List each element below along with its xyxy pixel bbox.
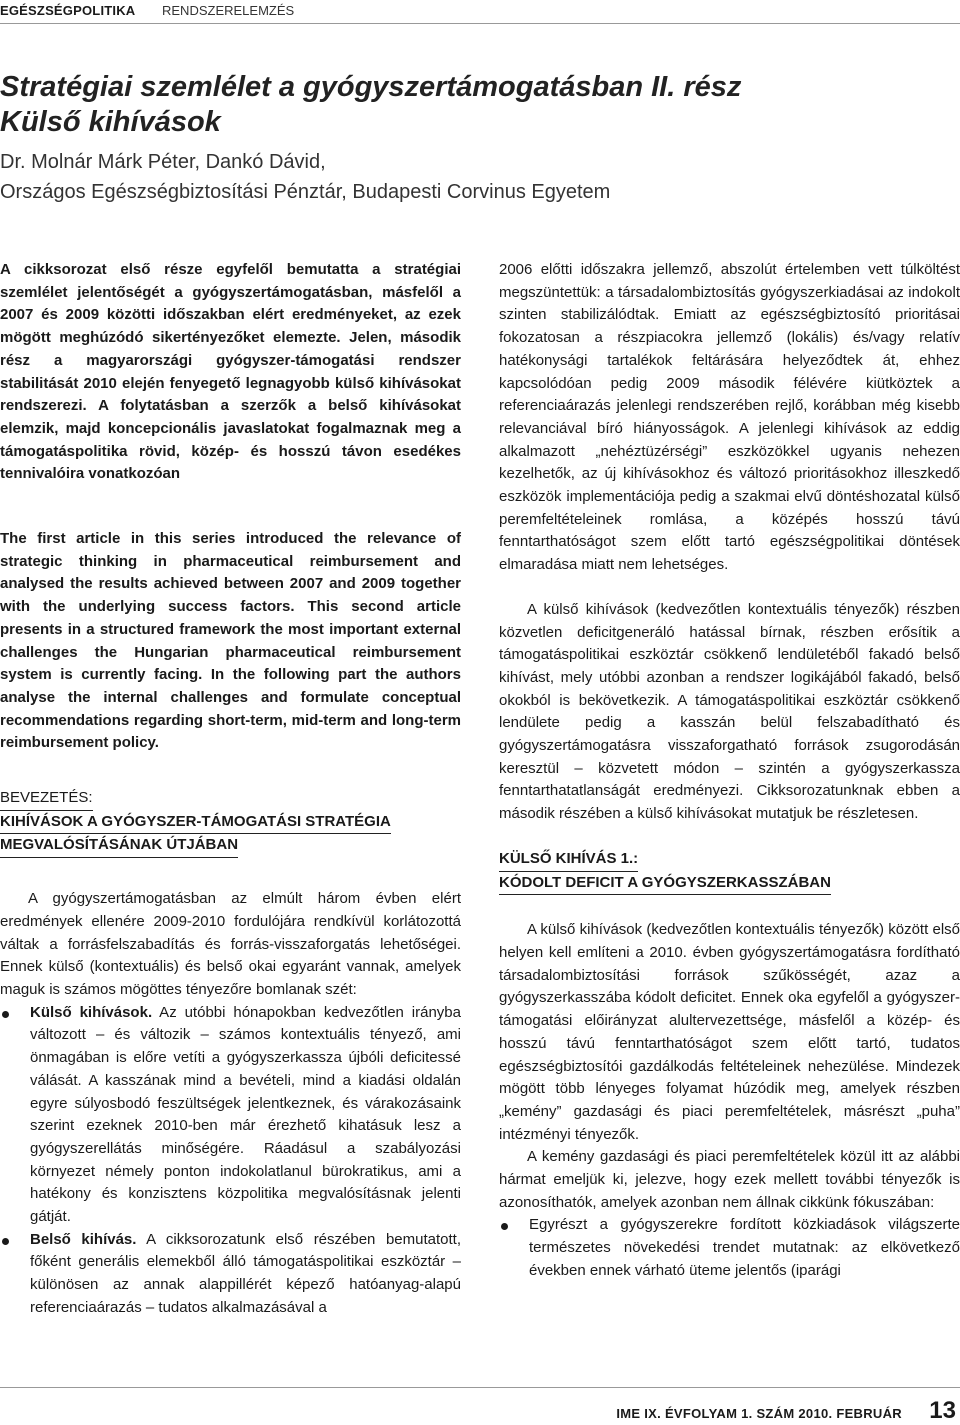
footer-divider [0, 1387, 960, 1388]
authors-names: Dr. Molnár Márk Péter, Dankó Dávid, [0, 151, 326, 173]
challenge1-heading-line2: KÓDOLT DEFICIT A GYÓGYSZERKASSZÁBAN [499, 872, 831, 896]
list-item [499, 1214, 960, 1282]
article-authors [0, 147, 960, 207]
hard-conditions-paragraph: A kemény gazdasági és piaci peremfeltételek közül itt az alábbi hármat emeljük ki, jelezve, hogy ezek mellett további tényezők is azonosíthatók, amelyek azonban nem állnak cikkünk fókuszában: [499, 1148, 960, 1211]
bullet-lead: Belső kihívás. [30, 1230, 137, 1248]
header-category: EGÉSZSÉGPOLITIKA [0, 3, 136, 18]
right-column [499, 259, 960, 1283]
intro-heading-line2: KIHÍVÁSOK A GYÓGYSZER-TÁMOGATÁSI STRATÉGIA [0, 811, 391, 835]
page-header [0, 0, 960, 22]
challenge1-heading [499, 848, 960, 895]
bullet-text: Az utóbbi hónapokban kedvezőtlen irányba változott – és változik – számos kontextuális tényező, ami önmagában is előre vetíti a gyógyszerkassza újbóli deficitessé válását. A kasszának mind a bevételi, mind a kiadási oldalán egyre súlyosbodó feszültségek jelentkeznek, és várakozásaink szerint ezeknek 2010-ben már érezhető kihatásuk lesz a gyógyszerellátás minőségére. Ráadásul a szabályozási környezet némely ponton indokolatlanul bürokratikus, ami a hatékony és konzisztens közpolitika megvalósításnak jelenti gátját. [30, 1003, 461, 1226]
abstract-english: The first article in this series introduced the relevance of strategic thinking in pharmaceutical reimbursement and analysed the results achieved between 2007 and 2009 together with the underlying success factors. This second article presents in a structured framework the most important external challenges the Hungarian pharmaceutical reimbursement system is currently facing. In the following part the authors analyse the internal challenges and formulate conceptual recommendations regarding short-term, mid-term and long-term reimbursement policy. [0, 530, 461, 752]
hard-conditions-list [499, 1214, 960, 1282]
article-title-line1: Stratégiai szemlélet a gyógyszertámogatásban II. rész [0, 71, 742, 103]
bullet-lead: Külső kihívások. [30, 1003, 153, 1021]
bullet-icon [2, 1238, 9, 1245]
abstract [0, 259, 461, 755]
list-item [0, 1002, 461, 1229]
intro-section-heading [0, 787, 461, 858]
challenge1-body [499, 919, 960, 1282]
bullet-icon [501, 1223, 508, 1230]
article-title [0, 70, 960, 140]
article-title-line2: Külső kihívások [0, 106, 221, 138]
coded-deficit-paragraph: A külső kihívások (kedvezőtlen kontextuális tényezők) között első helyen kell említeni a 2010. évben gyógyszertámogatásra fordítható társadalombiztosítási források szűkösségét, azaz a gyógyszerkasszába kódolt deficitet. Ennek oka egyfelől a gyógyszer-támogatási előirányzat alultervezettsége, másfelől a közép- és hosszú távú fenntarthatóságot szem előtt tartó, tudatos egészségbiztosítói gazdálkodás feltételeinek nehezülése. Mindezek mögött több lényeges folyamat húzódik meg, amelyek részben „kemény” gazdasági és piaci peremfeltételek, másrészt „puha” intézményi tényezők. [499, 921, 960, 1143]
list-item [0, 1229, 461, 1320]
header-subcategory: RENDSZERELEMZÉS [162, 3, 295, 18]
challenge1-heading-line1: KÜLSŐ KIHÍVÁS 1.: [499, 848, 638, 872]
bullet-text: A cikksorozatunk első részében bemutatott, főként generális elemekből álló támogatáspolitikai eszköztár – különösen az annak alappillérét képező hatóanyag-alapú referenciaárazás – tudatos alkalmazásával a [30, 1230, 461, 1316]
challenge-list [0, 1002, 461, 1320]
bullet-icon [2, 1011, 9, 1018]
continued-paragraph: 2006 előtti időszakra jellemző, abszolút értelemben vett túlköltést megszüntettük: a társadalombiztosítás gyógyszerkiadásai az indokolt szinten stabilizálódtak. Emiatt az egészségbiztosító prioritásai fokozatosan a részpiacokra jellemző (lokális) és/vagy relatív hatékonysági tartalékok feltárására helyeződtek át, ehhez kapcsolódóan pedig 2009 második félévére kiütköztek a referenciaárazás jelenlegi rendszerében rejlő, korábban még kisebb relevanciával bíró hiányosságok. A jelenlegi kihívások az eddig alkalmazott „nehéztüzérségi” eszközökkel ugyanis nehezen kezelhetők, az új kihívásokhoz és változó prioritásokhoz illeszkedő eszközök implementációja pedig a szakmai elvű döntéshozatal külső peremfeltételeinek romlása, a középés hosszú távú fenntarthatóságot szem előtt tartó egészségpolitikai döntések elmaradása miatt nem lehetséges. [499, 261, 960, 574]
intro-heading-line1: BEVEZETÉS: [0, 787, 93, 811]
external-challenges-paragraph: A külső kihívások (kedvezőtlen kontextuális tényezők) részben közvetlen deficitgeneráló hatással bírnak, részben erősítik a támogatáspolitikai eszköztár csökkenő lendületéből fakadó belső kihívást, mely utóbbi azonban a rendszer logikájából fakadó, belső okokból is bekövetkezik. A támogatáspolitikai eszköztár csökkenő lendülete pedig a kasszán belül felszabadítható és gyógyszertámogatásra visszaforgatható források zsugorodásán keresztül – közvetett módon – szintén a gyógyszerkassza fenntarthatatlanságát eredményezi. Cikksorozatunknak ebben a második részében a külső kihívásokat mutatjuk be részletesen. [499, 600, 960, 823]
intro-paragraph: A gyógyszertámogatásban az elmúlt három évben elért eredmények ellenére 2009-2010 fordulójára rendkívül korlátozottá váltak a forrásfelszabadítás és forrás-visszaforgatás lehetőségei. Ennek külső (kontextuális) és belső okai egyaránt vannak, amelyek maguk is számos mögöttes tényezőre bomlanak szét: [0, 890, 461, 998]
bullet-text: Egyrészt a gyógyszerekre fordított közkiadások világszerte természetes növekedési trendet mutatnak: az elkövetkező években ennek várható üteme jelentős (iparági [529, 1216, 960, 1279]
header-divider [0, 23, 960, 24]
page-number: 13 [929, 1397, 956, 1424]
authors-affiliation: Országos Egészségbiztosítási Pénztár, Budapesti Corvinus Egyetem [0, 181, 611, 203]
footer-issue: IME IX. ÉVFOLYAM 1. SZÁM 2010. FEBRUÁR [616, 1406, 902, 1421]
right-body [499, 259, 960, 826]
abstract-hungarian: A cikksorozat első része egyfelől bemutatta a stratégiai szemlélet jelentőségét a gyógyszertámogatásban, másfelől a 2007 és 2009 közötti időszakban elért eredményeket, az ezek mögött meghúzódó sikertényezőket elemezte. Jelen, második rész a magyarországi gyógyszer-támogatási rendszer stabilitását 2010 elején fenyegető legnagyobb külső kihívásokat rendszerezi. A folytatásban a szerzők a belső kihívásokat elemzik, majd koncepcionális javaslatokat fogalmaznak meg a támogatáspolitika rövid, közép- és hosszú távon esedékes tennivalóira vonatkozóan [0, 261, 461, 483]
intro-heading-line3: MEGVALÓSÍTÁSÁNAK ÚTJÁBAN [0, 834, 238, 858]
left-column [0, 259, 461, 1320]
intro-body [0, 888, 461, 1319]
